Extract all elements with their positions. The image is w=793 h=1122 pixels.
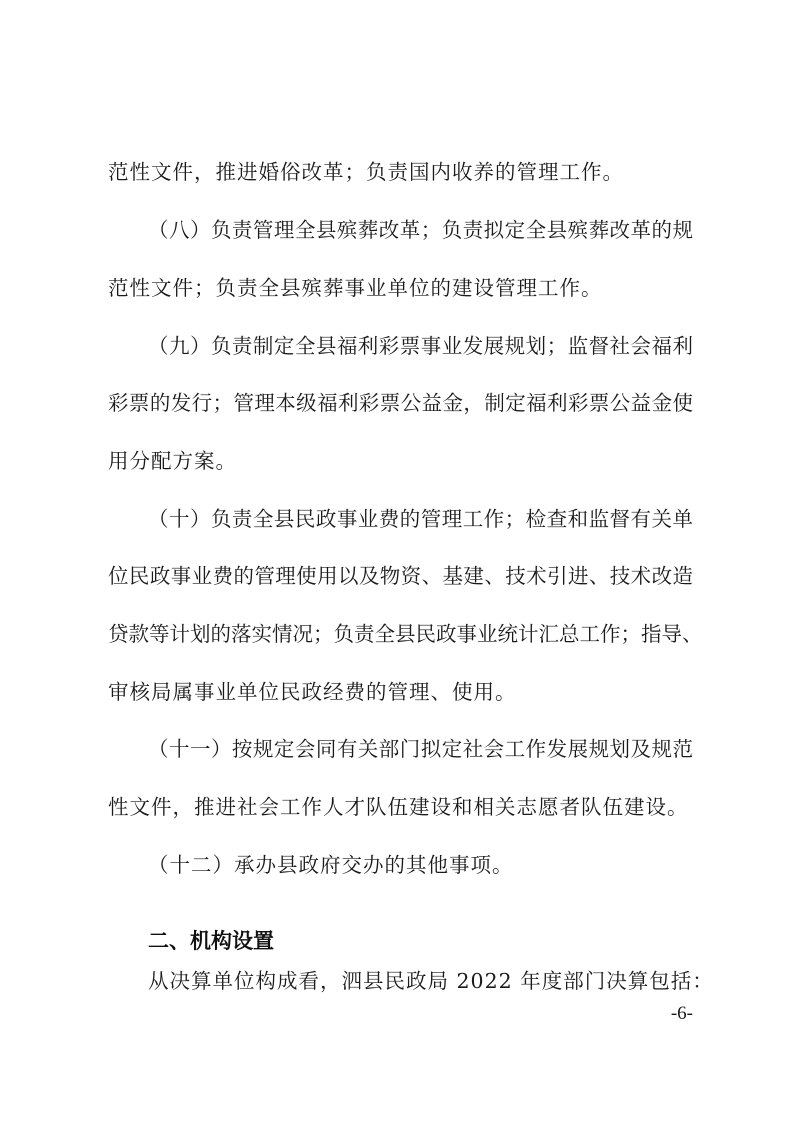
paragraph-line: 彩票的发行；管理本级福利彩票公益金，制定福利彩票公益金使 — [108, 391, 693, 415]
paragraph-line: （十二）承办县政府交办的其他事项。 — [148, 853, 514, 877]
paragraph-line: 用分配方案。 — [108, 449, 237, 473]
paragraph-line: 贷款等计划的落实情况；负责全县民政事业统计汇总工作；指导、 — [108, 622, 703, 646]
paragraph-line: （十一）按规定会同有关部门拟定社会工作发展规划及规范 — [148, 737, 693, 761]
paragraph-line: （十）负责全县民政事业费的管理工作；检查和监督有关单 — [148, 507, 693, 531]
paragraph-line: （九）负责制定全县福利彩票事业发展规划；监督社会福利 — [148, 334, 693, 358]
page-number: -6- — [670, 1003, 693, 1024]
paragraph-line: 审核局属事业单位民政经费的管理、使用。 — [108, 680, 517, 704]
section-heading: 二、机构设置 — [148, 929, 274, 953]
paragraph-line: 范性文件，推进婚俗改革；负责国内收养的管理工作。 — [108, 160, 624, 184]
section-intro: 从决算单位构成看，泗县民政局 2022 年度部门决算包括： — [148, 969, 714, 993]
paragraph-line: （八）负责管理全县殡葬改革；负责拟定全县殡葬改革的规 — [148, 218, 693, 242]
paragraph-line: 范性文件；负责全县殡葬事业单位的建设管理工作。 — [108, 276, 603, 300]
paragraph-line: 性文件，推进社会工作人才队伍建设和相关志愿者队伍建设。 — [108, 795, 689, 819]
paragraph-line: 位民政事业费的管理使用以及物资、基建、技术引进、技术改造 — [108, 564, 693, 588]
